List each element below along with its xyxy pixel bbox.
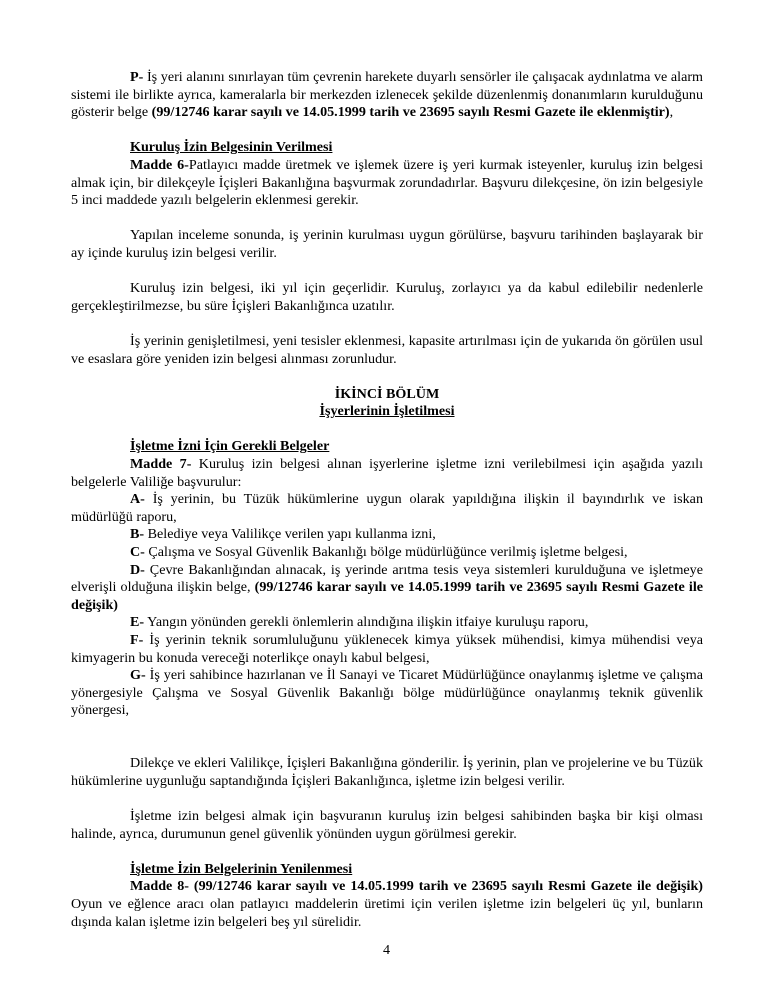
blank-line	[71, 843, 703, 861]
item-label: G-	[130, 667, 146, 684]
paragraph	[71, 526, 703, 544]
amendment-note: (99/12746 karar sayılı ve 14.05.1999 tarih ve 23695 sayılı Resmi Gazete ile eklenmiştir)	[151, 104, 670, 121]
paragraph-text: Kuruluş izin belgesi alınan işyerlerine işletme izni verilebilmesi için aşağıda yazılı belgelerle Valiliğe başvurulur:	[71, 456, 704, 490]
paragraph	[71, 280, 703, 315]
section-heading: İşletme İzni İçin Gerekli Belgeler	[130, 438, 330, 455]
blank-line	[71, 368, 703, 386]
blank-line	[71, 210, 703, 228]
item-label: C-	[130, 544, 145, 561]
item-label: Madde 6-	[130, 156, 189, 173]
item-label: D-	[130, 561, 145, 578]
blank-line	[71, 315, 703, 333]
paragraph	[71, 227, 703, 262]
paragraph	[71, 632, 703, 667]
paragraph	[71, 878, 703, 931]
blank-line	[71, 720, 703, 738]
item-label: B-	[130, 526, 145, 543]
paragraph-text: İş yerinin, bu Tüzük hükümlerine uygun olarak yapıldığına ilişkin il bayındırlık ve iskan müdürlüğü raporu,	[71, 491, 703, 525]
paragraph-text: Yapılan inceleme sonunda, iş yerinin kurulması uygun görülürse, başvuru tarihinden başlayarak bir ay içinde kuruluş izin belgesi verilir.	[71, 227, 703, 261]
paragraph	[71, 667, 703, 720]
chapter-subtitle: İşyerlerinin İşletilmesi	[319, 403, 455, 420]
paragraph	[71, 544, 703, 562]
paragraph-text: ,	[669, 104, 674, 121]
amendment-note: (99/12746 karar sayılı ve 14.05.1999 tarih ve 23695 sayılı Resmi Gazete ile değişik)	[71, 579, 703, 613]
blank-line	[71, 421, 703, 439]
paragraph-text: İş yeri alanını sınırlayan tüm çevrenin harekete duyarlı sensörler ile çalışacak aydınlatma ve alarm sistemi ile birlikte ayrıca, kameralarla bir merkezden izlenecek şekilde düzenlenmiş donanımların kurulduğunu gösterir belge	[71, 69, 703, 121]
paragraph-text: Belediye veya Valilikçe verilen yapı kullanma izni,	[144, 526, 436, 543]
paragraph	[71, 456, 703, 491]
paragraph-text: Yangın yönünden gerekli önlemlerin alındığına ilişkin itfaiye kuruluşu raporu,	[144, 614, 589, 631]
item-label: P-	[130, 69, 144, 85]
paragraph-text: İş yerinin genişletilmesi, yeni tesisler eklenmesi, kapasite artırılması için de yukarıda ön görülen usul ve esaslara göre yeniden izin belgesi alınması zorunludur.	[71, 332, 703, 367]
paragraph	[71, 333, 703, 368]
document-page	[71, 69, 703, 931]
chapter-title: İKİNCİ BÖLÜM	[334, 385, 440, 402]
item-label: Madde 7-	[130, 456, 192, 473]
paragraph-text: Patlayıcı madde üretmek ve işlemek üzere iş yeri kurmak isteyenler, kuruluş izin belgesi almak için, bir dilekçeyle İçişleri Bakanlığına başvurmak zorundadırlar. Başvuru dilekçesine, ön izin belgesiyle 5 inci maddede yazılı belgelerin eklenmesi gerekir.	[71, 156, 703, 209]
page-number: 4	[382, 942, 391, 958]
paragraph	[71, 157, 703, 210]
paragraph	[71, 614, 703, 632]
section-heading: İşletme İzin Belgelerinin Yenilenmesi	[130, 860, 353, 877]
paragraph	[71, 755, 703, 790]
blank-line	[71, 790, 703, 808]
item-label: Madde 8- (99/12746 karar sayılı ve 14.05.1999 tarih ve 23695 sayılı Resmi Gazete ile değişik)	[130, 878, 703, 895]
item-label: E-	[130, 614, 145, 631]
section-heading: Kuruluş İzin Belgesinin Verilmesi	[130, 139, 333, 156]
blank-line	[71, 122, 703, 140]
item-label: F-	[130, 632, 144, 648]
item-label: A-	[130, 491, 145, 508]
paragraph	[71, 69, 703, 122]
paragraph-text: Çalışma ve Sosyal Güvenlik Bakanlığı bölge müdürlüğünce verilmiş işletme belgesi,	[144, 544, 628, 561]
paragraph-text: Çevre Bakanlığından alınacak, iş yerinde arıtma tesis veya sistemleri kurulduğuna ve işletmeye elverişli olduğuna ilişkin belge,	[71, 561, 703, 596]
paragraph	[71, 808, 703, 843]
paragraph-text: Kuruluş izin belgesi, iki yıl için geçerlidir. Kuruluş, zorlayıcı ya da kabul edilebilir nedenlerle gerçekleştirilmezse, bu süre İçişleri Bakanlığınca uzatılır.	[71, 280, 703, 314]
paragraph	[71, 562, 703, 615]
paragraph-text: Oyun ve eğlence aracı olan patlayıcı maddelerin üretimi için verilen işletme izin belgeleri üç yıl, bunların dışında kalan işletme izin belgeleri beş yıl sürelidir.	[71, 895, 703, 930]
paragraph-text: Dilekçe ve ekleri Valilikçe, İçişleri Bakanlığına gönderilir. İş yerinin, plan ve projelerine ve bu Tüzük hükümlerine uygunluğu saptandığında İçişleri Bakanlığınca, işletme izin belgesi verilir.	[71, 755, 703, 789]
paragraph-text: İşletme izin belgesi almak için başvuranın kuruluş izin belgesi sahibinden başka bir kişi olması halinde, ayrıca, durumunun genel güvenlik yönünden uygun görülmesi gerekir.	[71, 807, 703, 842]
blank-line	[71, 738, 703, 756]
paragraph-text: İş yeri sahibince hazırlanan ve İl Sanayi ve Ticaret Müdürlüğünce onaylanmış işletme ve çalışma yönergesiyle Çalışma ve Sosyal Güvenlik Bakanlığı bölge müdürlüğünce onaylanmış teknik güvenlik yönergesi,	[71, 667, 703, 719]
blank-line	[71, 263, 703, 281]
paragraph	[71, 491, 703, 526]
paragraph-text: İş yerinin teknik sorumluluğunu yüklenecek kimya yüksek mühendisi, kimya mühendisi veya kimyagerin bu konuda vereceği noterlikçe onaylı kabul belgesi,	[71, 632, 703, 666]
